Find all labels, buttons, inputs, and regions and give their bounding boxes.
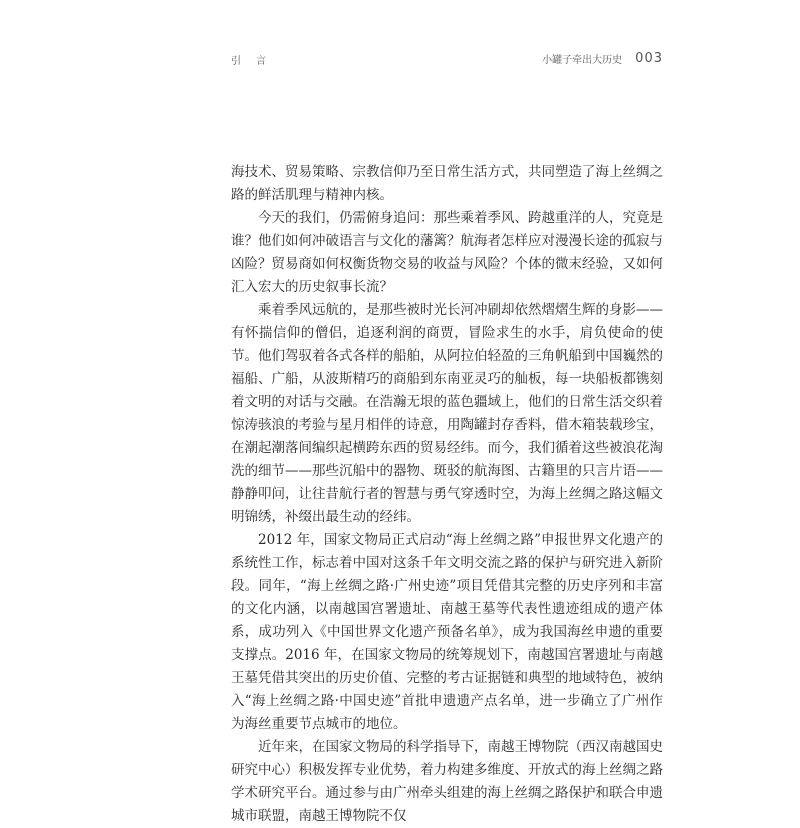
chapter-label: 引 言 bbox=[231, 56, 273, 67]
header-right-group bbox=[542, 48, 663, 67]
paragraph-continued: 海技术、贸易策略、宗教信仰乃至日常生活方式，共同塑造了海上丝绸之路的鲜活肌理与精神内核。 bbox=[231, 164, 663, 203]
paragraph: 今天的我们，仍需俯身追问：那些乘着季风、跨越重洋的人，究竟是谁？他们如何冲破语言与文化的藩篱？航海者怎样应对漫漫长途的孤寂与凶险？贸易商如何权衡货物交易的收益与风险？个体的微末经验，又如何汇入宏大的历史叙事长流？ bbox=[231, 210, 663, 295]
running-header bbox=[231, 48, 663, 68]
paragraph: 近年来，在国家文物局的科学指导下，南越王博物院（西汉南越国史研究中心）积极发挥专业优势，着力构建多维度、开放式的海上丝绸之路学术研究平台。通过参与由广州牵头组建的海上丝绸之路保护和联合申遗城市联盟，南越王博物院不仅 bbox=[231, 739, 663, 824]
running-title: 小罐子牵出大历史 bbox=[542, 55, 623, 66]
body-text bbox=[231, 161, 663, 828]
paragraph: 2012 年，国家文物局正式启动“海上丝绸之路”申报世界文化遗产的系统性工作，标志着中国对这条千年文明交流之路的保护与研究进入新阶段。同年，“海上丝绸之路·广州史迹”项目凭借其完整的历史序列和丰富的文化内涵，以南越国宫署遗址、南越王墓等代表性遗迹组成的遗产体系，成功列入《中国世界文化遗产预备名单》，成为我国海丝申遗的重要支撑点。2016 年，在国家文物局的统筹规划下，南越国宫署遗址与南越王墓凭借其突出的历史价值、完整的考古证据链和典型的地域特色，被纳入“海上丝绸之路·中国史迹”首批申遗遗产点名单，进一步确立了广州作为海丝重要节点城市的地位。 bbox=[231, 532, 663, 732]
paragraph: 乘着季风远航的，是那些被时光长河冲刷却依然熠熠生辉的身影——有怀揣信仰的僧侣，追逐利润的商贾，冒险求生的水手，肩负使命的使节。他们驾驭着各式各样的船舶，从阿拉伯轻盈的三角帆船到中国巍然的福船、广船，从波斯精巧的商船到东南亚灵巧的舢板，每一块船板都镌刻着文明的对话与交融。在浩瀚无垠的蓝色疆域上，他们的日常生活交织着惊涛骇浪的考验与星月相伴的诗意，用陶罐封存香料，借木箱装载珍宝，在潮起潮落间编织起横跨东西的贸易经纬。而今，我们循着这些被浪花淘洗的细节——那些沉船中的器物、斑驳的航海图、古籍里的只言片语——静静叩问，让往昔航行者的智慧与勇气穿透时空，为海上丝绸之路这幅文明锦绣，补缀出最生动的经纬。 bbox=[231, 302, 663, 525]
page-number: 003 bbox=[635, 51, 663, 66]
